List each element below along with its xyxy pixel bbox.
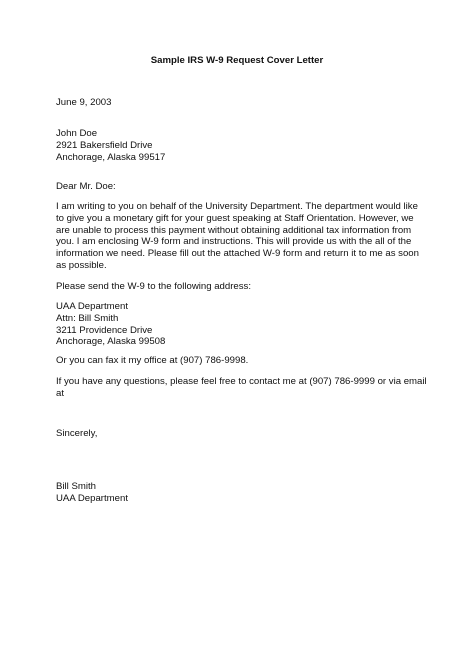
fax-line [56, 355, 422, 367]
recipient-name: John Doe [56, 128, 98, 139]
document-title: Sample IRS W-9 Request Cover Letter [150, 55, 324, 66]
return-address-attn: Attn: Bill Smith [56, 312, 119, 324]
return-address [56, 301, 422, 348]
return-address-city: Anchorage, Alaska 99508 [56, 336, 166, 348]
body-line: I am writing to you on behalf of the University Department. The department would like [56, 201, 418, 212]
body-line: information we need. Please fill out the attached W-9 form and return it to me as soon [56, 248, 419, 260]
send-instruction [56, 281, 422, 293]
body-paragraph [56, 201, 422, 272]
closing [56, 428, 422, 440]
return-address-street: 3211 Providence Drive [56, 324, 153, 336]
recipient-city: Anchorage, Alaska 99517 [56, 151, 166, 163]
contact-line: If you have any questions, please feel free to contact me at (907) 786-9999 or via email [56, 376, 427, 387]
return-address-org: UAA Department [56, 301, 128, 312]
contact-paragraph [56, 376, 427, 400]
signer-department: UAA Department [56, 492, 128, 504]
contact-line: at [56, 387, 65, 399]
send-instruction-text: Please send the W-9 to the following address: [56, 281, 252, 292]
body-line: as possible. [56, 259, 107, 271]
body-line: are unable to process this payment without obtaining additional tax information from [56, 224, 412, 236]
body-line: to give you a monetary gift for your guest speaking at Staff Orientation. However, we [56, 212, 414, 224]
recipient-street: 2921 Bakersfield Drive [56, 139, 153, 151]
salutation [56, 181, 422, 193]
recipient-address [56, 128, 422, 163]
signer-name: Bill Smith [56, 481, 96, 492]
signature-block [56, 481, 422, 505]
closing-text: Sincerely, [56, 428, 98, 439]
letter-date [56, 97, 422, 109]
salutation-text: Dear Mr. Doe: [56, 181, 116, 192]
fax-line-text: Or you can fax it my office at (907) 786-9998. [56, 355, 249, 366]
date-text: June 9, 2003 [56, 97, 112, 108]
body-line: you. I am enclosing W-9 form and instructions. This will provide us with the all of the [56, 236, 412, 248]
